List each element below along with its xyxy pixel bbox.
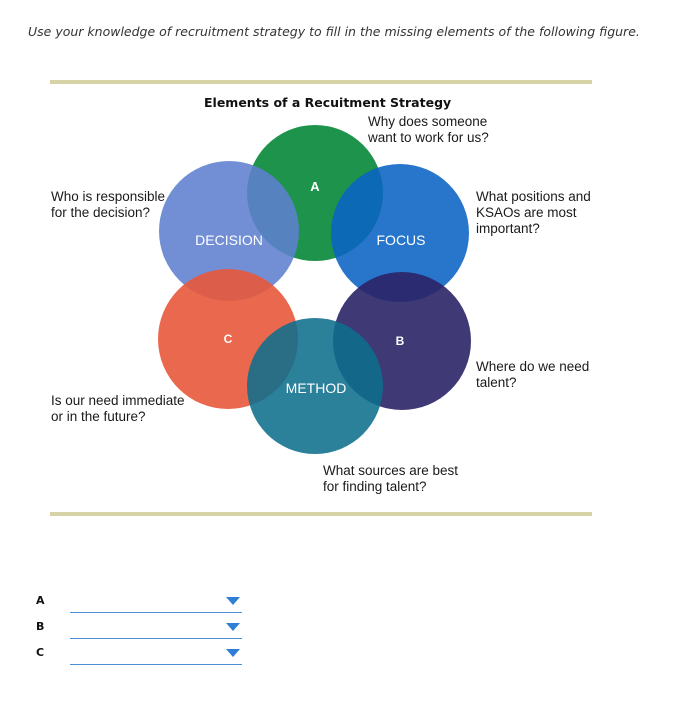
circle-decision-label: DECISION: [195, 232, 263, 248]
circle-C-label: C: [223, 332, 233, 346]
figure-title: Elements of a Recuitment Strategy: [204, 95, 452, 110]
circle-method-label: METHOD: [285, 380, 347, 396]
answer-dropdown-C[interactable]: [70, 646, 242, 665]
circle-B-label: B: [395, 334, 405, 348]
answer-label-A: A: [36, 594, 45, 607]
circle-A-label: A: [310, 179, 320, 194]
chevron-down-icon: [226, 597, 240, 605]
question-why: Why does someone want to work for us?: [368, 114, 489, 145]
answer-dropdown-A[interactable]: [70, 594, 242, 613]
question-sources: What sources are best for finding talent?: [323, 463, 459, 494]
circle-focus-label: FOCUS: [376, 232, 426, 248]
instruction-text: Use your knowledge of recruitment strategy to fill in the missing elements of the following figure.: [28, 24, 640, 39]
question-immediate: Is our need immediate or in the future?: [51, 393, 185, 424]
question-who: Who is responsible for the decision?: [51, 189, 166, 220]
question-where: Where do we need talent?: [476, 359, 590, 390]
question-what-positions: What positions and KSAOs are most important?: [476, 189, 591, 236]
chevron-down-icon: [226, 649, 240, 657]
answer-label-B: B: [36, 620, 45, 633]
bottom-divider: [50, 512, 592, 516]
answer-label-C: C: [36, 646, 45, 659]
answer-dropdown-B[interactable]: [70, 620, 242, 639]
chevron-down-icon: [226, 623, 240, 631]
